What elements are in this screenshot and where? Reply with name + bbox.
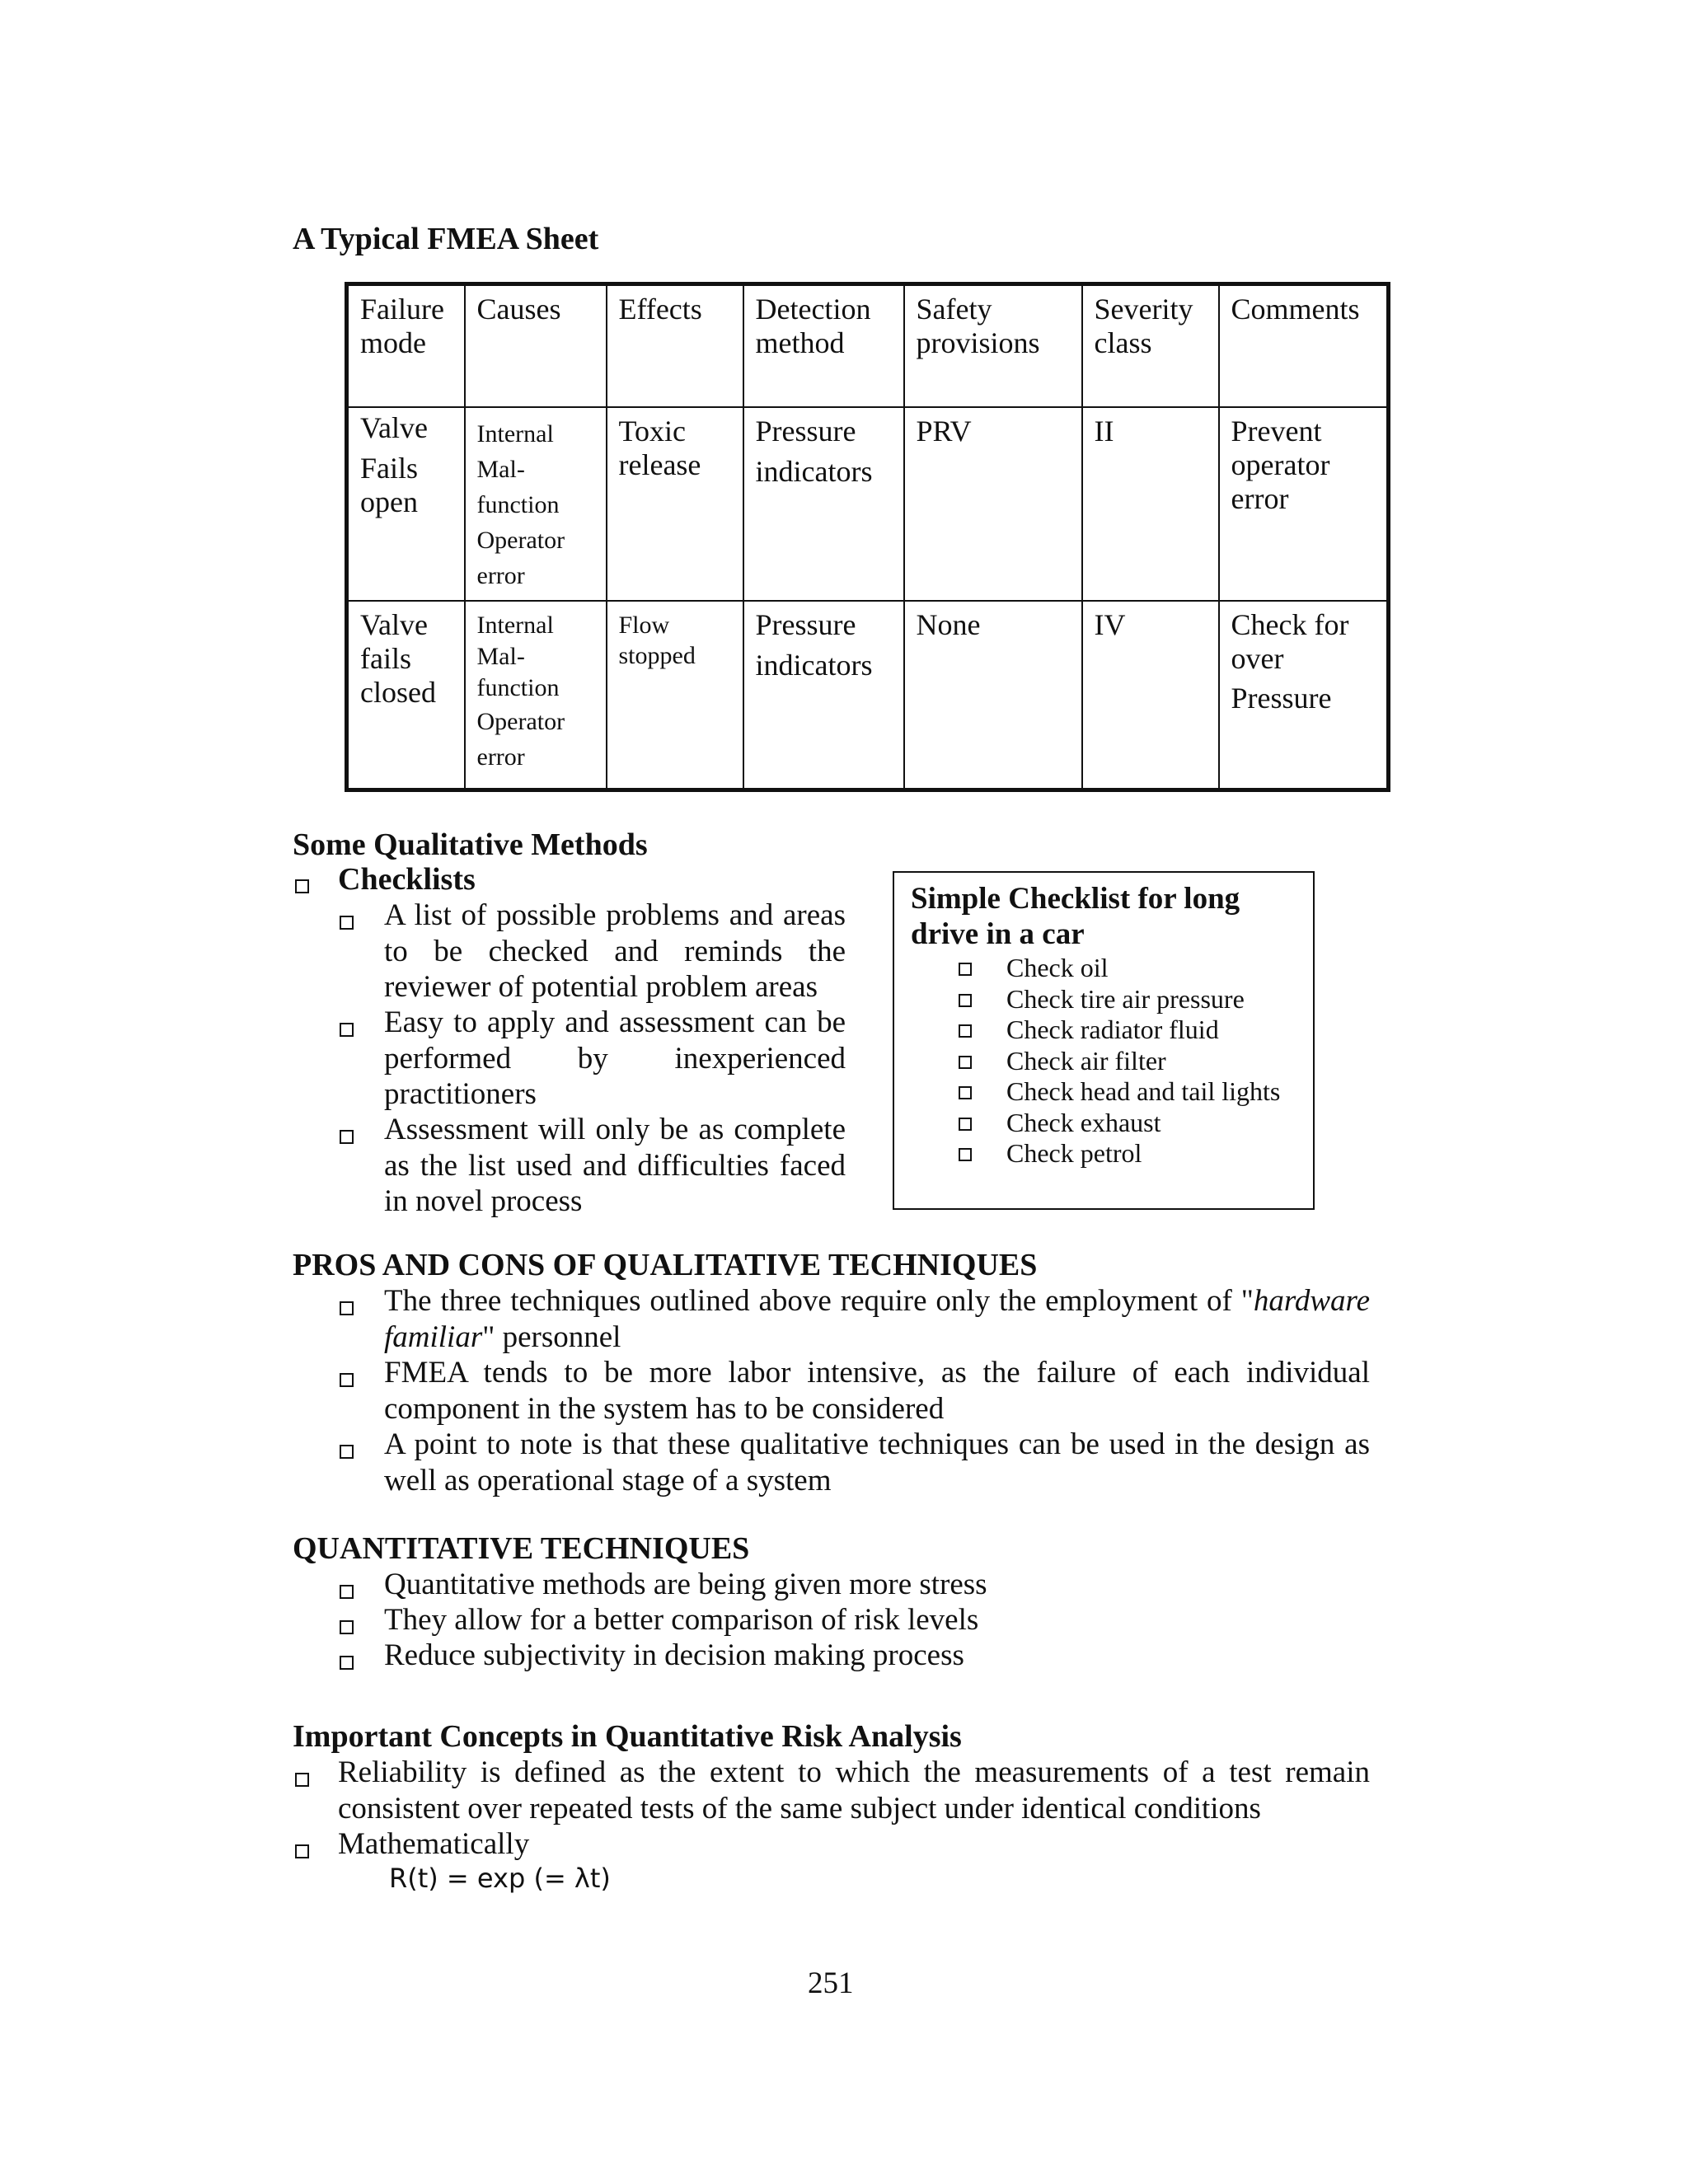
checklist-item bbox=[959, 1046, 1280, 1077]
checklist-item-label: Check exhaust bbox=[1006, 1107, 1161, 1137]
checklists-label: Checklists bbox=[338, 862, 476, 897]
checkbox-bullet-icon bbox=[340, 1620, 354, 1634]
checklist-title: Simple Checklist for long drive in a car bbox=[911, 882, 1240, 951]
cell-line: Prevent bbox=[1231, 415, 1322, 448]
cell-causes bbox=[465, 407, 607, 601]
cell-line: function bbox=[476, 491, 560, 518]
cell-line: Internal bbox=[476, 612, 554, 639]
bullet-text: " personnel bbox=[482, 1319, 621, 1354]
checklist-item-label: Check air filter bbox=[1006, 1045, 1166, 1076]
header-detection-method: Detection method bbox=[743, 284, 904, 408]
reliability-formula: R(t) = exp (= λt) bbox=[389, 1863, 611, 1894]
cell-line: error bbox=[476, 562, 525, 589]
cell-line: error bbox=[1231, 482, 1289, 515]
checkbox-bullet-icon bbox=[340, 1130, 354, 1144]
table-row bbox=[347, 407, 1389, 601]
cell-line: indicators bbox=[755, 649, 873, 682]
checkbox-bullet-icon bbox=[295, 879, 309, 893]
header-comments: Comments bbox=[1219, 284, 1389, 408]
cell-line: Mal- bbox=[476, 456, 525, 483]
cell-line: Operator bbox=[476, 527, 565, 554]
checkbox-icon bbox=[959, 1148, 972, 1161]
quantitative-bullet-1: Quantitative methods are being given more stress bbox=[384, 1568, 987, 1601]
checkbox-bullet-icon bbox=[340, 1373, 354, 1387]
checkbox-icon bbox=[959, 1086, 972, 1099]
checkbox-bullet-icon bbox=[340, 1301, 354, 1315]
page-title: A Typical FMEA Sheet bbox=[293, 222, 599, 256]
header-effects: Effects bbox=[607, 284, 743, 408]
cell-effects bbox=[607, 407, 743, 601]
checklist-item bbox=[959, 1108, 1280, 1139]
cell-line: function bbox=[476, 674, 560, 701]
checkbox-bullet-icon bbox=[340, 916, 354, 930]
checkbox-icon bbox=[959, 1118, 972, 1131]
cell-detection bbox=[743, 407, 904, 601]
cell-line: Pressure bbox=[1231, 682, 1332, 715]
cell-line: over bbox=[1231, 642, 1284, 675]
pros-cons-bullet-1 bbox=[384, 1283, 1370, 1355]
qualitative-bullet-3: Assessment will only be as complete as the list used and difficulties faced in novel process bbox=[384, 1113, 846, 1218]
checkbox-bullet-icon bbox=[340, 1023, 354, 1037]
checklist-item-label: Check oil bbox=[1006, 953, 1109, 982]
checklist-item bbox=[959, 1138, 1280, 1169]
cell-failure-mode bbox=[347, 407, 465, 601]
pros-cons-heading: PROS AND CONS OF QUALITATIVE TECHNIQUES bbox=[293, 1248, 1038, 1282]
checkbox-bullet-icon bbox=[295, 1844, 309, 1858]
cell-line: Flow bbox=[618, 612, 670, 639]
pros-cons-bullet-3: A point to note is that these qualitative techniques can be used in the design as well as operational stage of a system bbox=[384, 1427, 1370, 1497]
cell-detection bbox=[743, 601, 904, 790]
checkbox-icon bbox=[959, 994, 972, 1007]
checkbox-bullet-icon bbox=[340, 1656, 354, 1670]
cell-line: indicators bbox=[755, 455, 873, 488]
fmea-table bbox=[345, 282, 1390, 792]
cell-line: Toxic bbox=[618, 415, 686, 448]
header-severity-class: Severity class bbox=[1082, 284, 1219, 408]
cell-line: Valve bbox=[360, 411, 428, 444]
cell-safety: PRV bbox=[904, 407, 1082, 601]
cell-line: Pressure bbox=[755, 415, 856, 448]
fmea-header-row bbox=[347, 284, 1389, 408]
concepts-bullet-1: Reliability is defined as the extent to which the measurements of a test remain consistent over repeated tests of the same subject under identical conditions bbox=[338, 1755, 1370, 1825]
checklist-item-label: Check tire air pressure bbox=[1006, 983, 1245, 1014]
checkbox-bullet-icon bbox=[295, 1773, 309, 1787]
cell-line: stopped bbox=[618, 642, 696, 669]
checklist-item bbox=[959, 1015, 1280, 1046]
cell-line: Pressure bbox=[755, 608, 856, 641]
quantitative-heading: QUANTITATIVE TECHNIQUES bbox=[293, 1531, 750, 1566]
cell-line: Internal bbox=[476, 420, 554, 448]
concepts-heading: Important Concepts in Quantitative Risk Analysis bbox=[293, 1719, 962, 1754]
checklist-item-label: Check head and tail lights bbox=[1006, 1076, 1281, 1106]
checkbox-icon bbox=[959, 963, 972, 976]
cell-line: Fails bbox=[360, 452, 419, 485]
cell-line: error bbox=[476, 743, 525, 771]
cell-line: Operator bbox=[476, 708, 565, 735]
cell-line: fails bbox=[360, 642, 411, 675]
checklist-item-label: Check petrol bbox=[1006, 1138, 1142, 1168]
bullet-text: The three techniques outlined above require only the employment of " bbox=[384, 1284, 1254, 1318]
concepts-bullet-2: Mathematically bbox=[338, 1827, 530, 1861]
header-failure-mode: Failure mode bbox=[347, 284, 465, 408]
cell-effects bbox=[607, 601, 743, 790]
qualitative-bullet-2: Easy to apply and assessment can be performed by inexperienced practitioners bbox=[384, 1005, 846, 1111]
cell-line: Valve bbox=[360, 608, 428, 641]
checklist-items bbox=[959, 953, 1280, 1169]
cell-comments bbox=[1219, 407, 1389, 601]
cell-line: Mal- bbox=[476, 643, 525, 670]
checkbox-bullet-icon bbox=[340, 1445, 354, 1459]
cell-line: closed bbox=[360, 676, 436, 709]
cell-causes bbox=[465, 601, 607, 790]
checkbox-icon bbox=[959, 1024, 972, 1038]
checkbox-icon bbox=[959, 1056, 972, 1069]
cell-line: operator bbox=[1231, 448, 1330, 481]
car-checklist-box bbox=[893, 871, 1315, 1210]
header-causes: Causes bbox=[465, 284, 607, 408]
quantitative-bullet-2: They allow for a better comparison of risk levels bbox=[384, 1603, 979, 1637]
cell-line: release bbox=[618, 448, 701, 481]
checklist-item bbox=[959, 1076, 1280, 1108]
cell-severity: IV bbox=[1082, 601, 1219, 790]
checklist-item bbox=[959, 953, 1280, 984]
qualitative-heading: Some Qualitative Methods bbox=[293, 827, 648, 862]
quantitative-bullet-3: Reduce subjectivity in decision making process bbox=[384, 1638, 964, 1672]
header-safety-provisions: Safety provisions bbox=[904, 284, 1082, 408]
pros-cons-bullet-2: FMEA tends to be more labor intensive, as the failure of each individual component in the system has to be considered bbox=[384, 1356, 1370, 1426]
qualitative-bullet-1: A list of possible problems and areas to be checked and reminds the reviewer of potential problem areas bbox=[384, 898, 846, 1004]
bullet-italic-text: hardware familiar bbox=[384, 1284, 1370, 1354]
table-row bbox=[347, 601, 1389, 790]
checklist-item-label: Check radiator fluid bbox=[1006, 1015, 1219, 1044]
checkbox-bullet-icon bbox=[340, 1585, 354, 1599]
checklist-item bbox=[959, 984, 1280, 1015]
page-number: 251 bbox=[808, 1966, 854, 2000]
cell-failure-mode bbox=[347, 601, 465, 790]
cell-safety: None bbox=[904, 601, 1082, 790]
cell-severity: II bbox=[1082, 407, 1219, 601]
cell-line: open bbox=[360, 485, 418, 518]
cell-line: Check for bbox=[1231, 608, 1349, 641]
cell-comments bbox=[1219, 601, 1389, 790]
